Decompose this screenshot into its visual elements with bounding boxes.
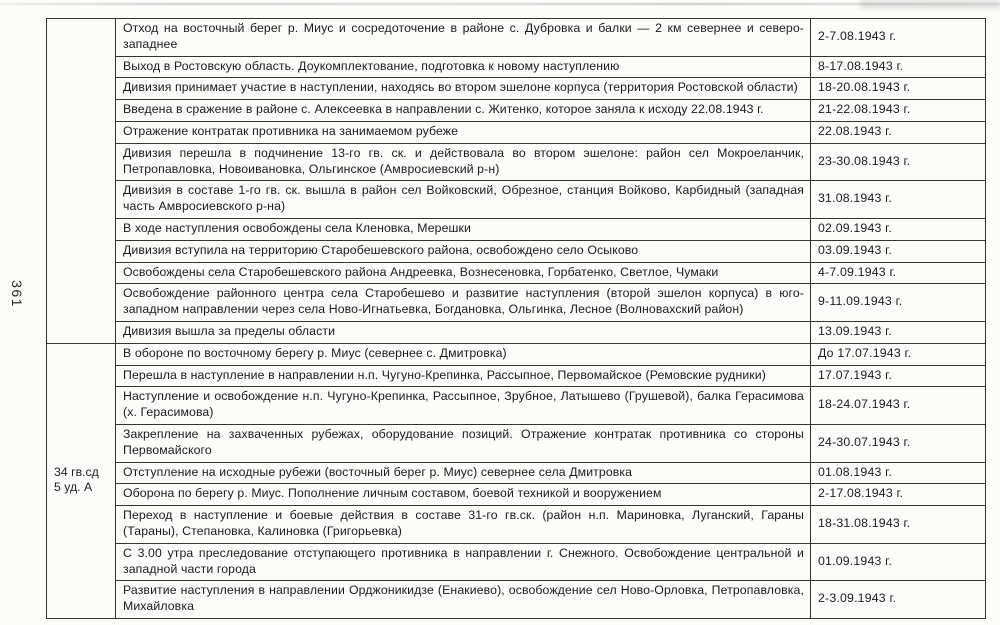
event-cell: Освобождены села Старобешевского района Андреевка, Вознесеновка, Горбатенко, Светлое, Чумаки [116,262,811,284]
event-cell: Отступление на исходные рубежи (восточный берег р. Миус) севернее села Дмитровка [116,462,811,484]
event-cell: Перешла в наступление в направлении н.п. Чугуно-Крепинка, Рассыпное, Первомайское (Ремовские рудники) [116,365,811,387]
event-cell: С 3.00 утра преследование отступающего противника в направлении г. Снежного. Освобождение центральной и западной части города [116,543,811,581]
table-row [47,100,986,122]
event-cell: Дивизия перешла в подчинение 13-го гв. ск. и действовала во втором эшелоне: район сел Мокроеланчик, Петропавловка, Новоивановка, Ольгинское (Амвросиевский р-н) [116,143,811,181]
date-cell: 13.09.1943 г. [811,321,986,343]
date-cell: 24-30.07.1943 г. [811,424,986,462]
table-row [47,284,986,322]
event-cell: Дивизия принимает участие в наступлении, находясь во втором эшелоне корпуса (территория Ростовской области) [116,78,811,100]
table-row [47,181,986,219]
table-row [47,424,986,462]
table-row [47,240,986,262]
date-cell: 21-22.08.1943 г. [811,100,986,122]
table-row [47,343,986,365]
table-row [47,321,986,343]
table-row [47,462,986,484]
table-row [47,581,986,619]
date-cell: 2-3.09.1943 г. [811,581,986,619]
scan-artifact [0,3,1000,5]
event-cell: В обороне по восточному берегу р. Миус (севернее с. Дмитровка) [116,343,811,365]
table-row [47,365,986,387]
table-body [47,19,986,619]
date-cell: 18-31.08.1943 г. [811,506,986,544]
event-cell: Оборона по берегу р. Миус. Пополнение личным составом, боевой техникой и вооружением [116,484,811,506]
event-cell: Дивизия вышла за пределы области [116,321,811,343]
event-cell: Введена в сражение в районе с. Алексеевка в направлении с. Житенко, которое заняла к исходу 22.08.1943 г. [116,100,811,122]
event-cell: Закрепление на захваченных рубежах, оборудование позиций. Отражение контратак противника со стороны Первомайского [116,424,811,462]
date-cell: До 17.07.1943 г. [811,343,986,365]
date-cell: 8-17.08.1943 г. [811,56,986,78]
event-cell: Дивизия в составе 1-го гв. ск. вышла в район сел Войковский, Обрезное, станция Войково, Карбидный (западная часть Амвросиевского р-на) [116,181,811,219]
event-cell: Наступление и освобождение н.п. Чугуно-Крепинка, Рассыпное, Зрубное, Латышево (Грушевой), балка Герасимова (х. Герасимова) [116,387,811,425]
date-cell: 01.08.1943 г. [811,462,986,484]
event-cell: Переход в наступление и боевые действия в составе 31-го гв.ск. (район н.п. Мариновка, Луганский, Гараны (Тараны), Степановка, Калиновка (Григорьевка) [116,506,811,544]
date-cell: 4-7.09.1943 г. [811,262,986,284]
table-row [47,78,986,100]
event-cell: В ходе наступления освобождены села Кленовка, Мерешки [116,218,811,240]
table-row [47,506,986,544]
event-cell: Выход в Ростовскую область. Доукомплектование, подготовка к новому наступлению [116,56,811,78]
date-cell: 18-20.08.1943 г. [811,78,986,100]
table-row [47,56,986,78]
table-row [47,19,986,57]
date-cell: 31.08.1943 г. [811,181,986,219]
date-cell: 03.09.1943 г. [811,240,986,262]
table-row [47,121,986,143]
table-row [47,218,986,240]
scan-artifact [860,0,1000,9]
date-cell: 9-11.09.1943 г. [811,284,986,322]
event-cell: Отражение контратак противника на занимаемом рубеже [116,121,811,143]
event-cell: Отход на восточный берег р. Миус и сосредоточение в районе с. Дубровка и балки — 2 км севернее и северо-западнее [116,19,811,57]
event-cell: Освобождение районного центра села Старобешево и развитие наступления (второй эшелон корпуса) в юго-западном направлении через села Ново-Игнатьевка, Богдановка, Ольгинка, Лесное (Волновахский район) [116,284,811,322]
unit-cell [47,343,116,618]
table-row [47,262,986,284]
date-cell: 01.09.1943 г. [811,543,986,581]
date-cell: 17.07.1943 г. [811,365,986,387]
date-cell: 22.08.1943 г. [811,121,986,143]
unit-cell [47,19,116,344]
table-row [47,543,986,581]
date-cell: 2-17.08.1943 г. [811,484,986,506]
date-cell: 02.09.1943 г. [811,218,986,240]
unit-line: 5 уд. А [54,480,93,495]
event-cell: Развитие наступления в направлении Орджоникидзе (Енакиево), освобождение сел Ново-Орловка, Петропавловка, Михайловка [116,581,811,619]
page-number: 361 [9,280,25,308]
date-cell: 2-7.08.1943 г. [811,19,986,57]
table-row [47,143,986,181]
unit-line: 34 гв.сд [54,464,99,479]
date-cell: 18-24.07.1943 г. [811,387,986,425]
date-cell: 23-30.08.1943 г. [811,143,986,181]
table-row [47,484,986,506]
event-cell: Дивизия вступила на территорию Старобешевского района, освобождено село Осыково [116,240,811,262]
division-actions-table [46,18,986,619]
table-row [47,387,986,425]
